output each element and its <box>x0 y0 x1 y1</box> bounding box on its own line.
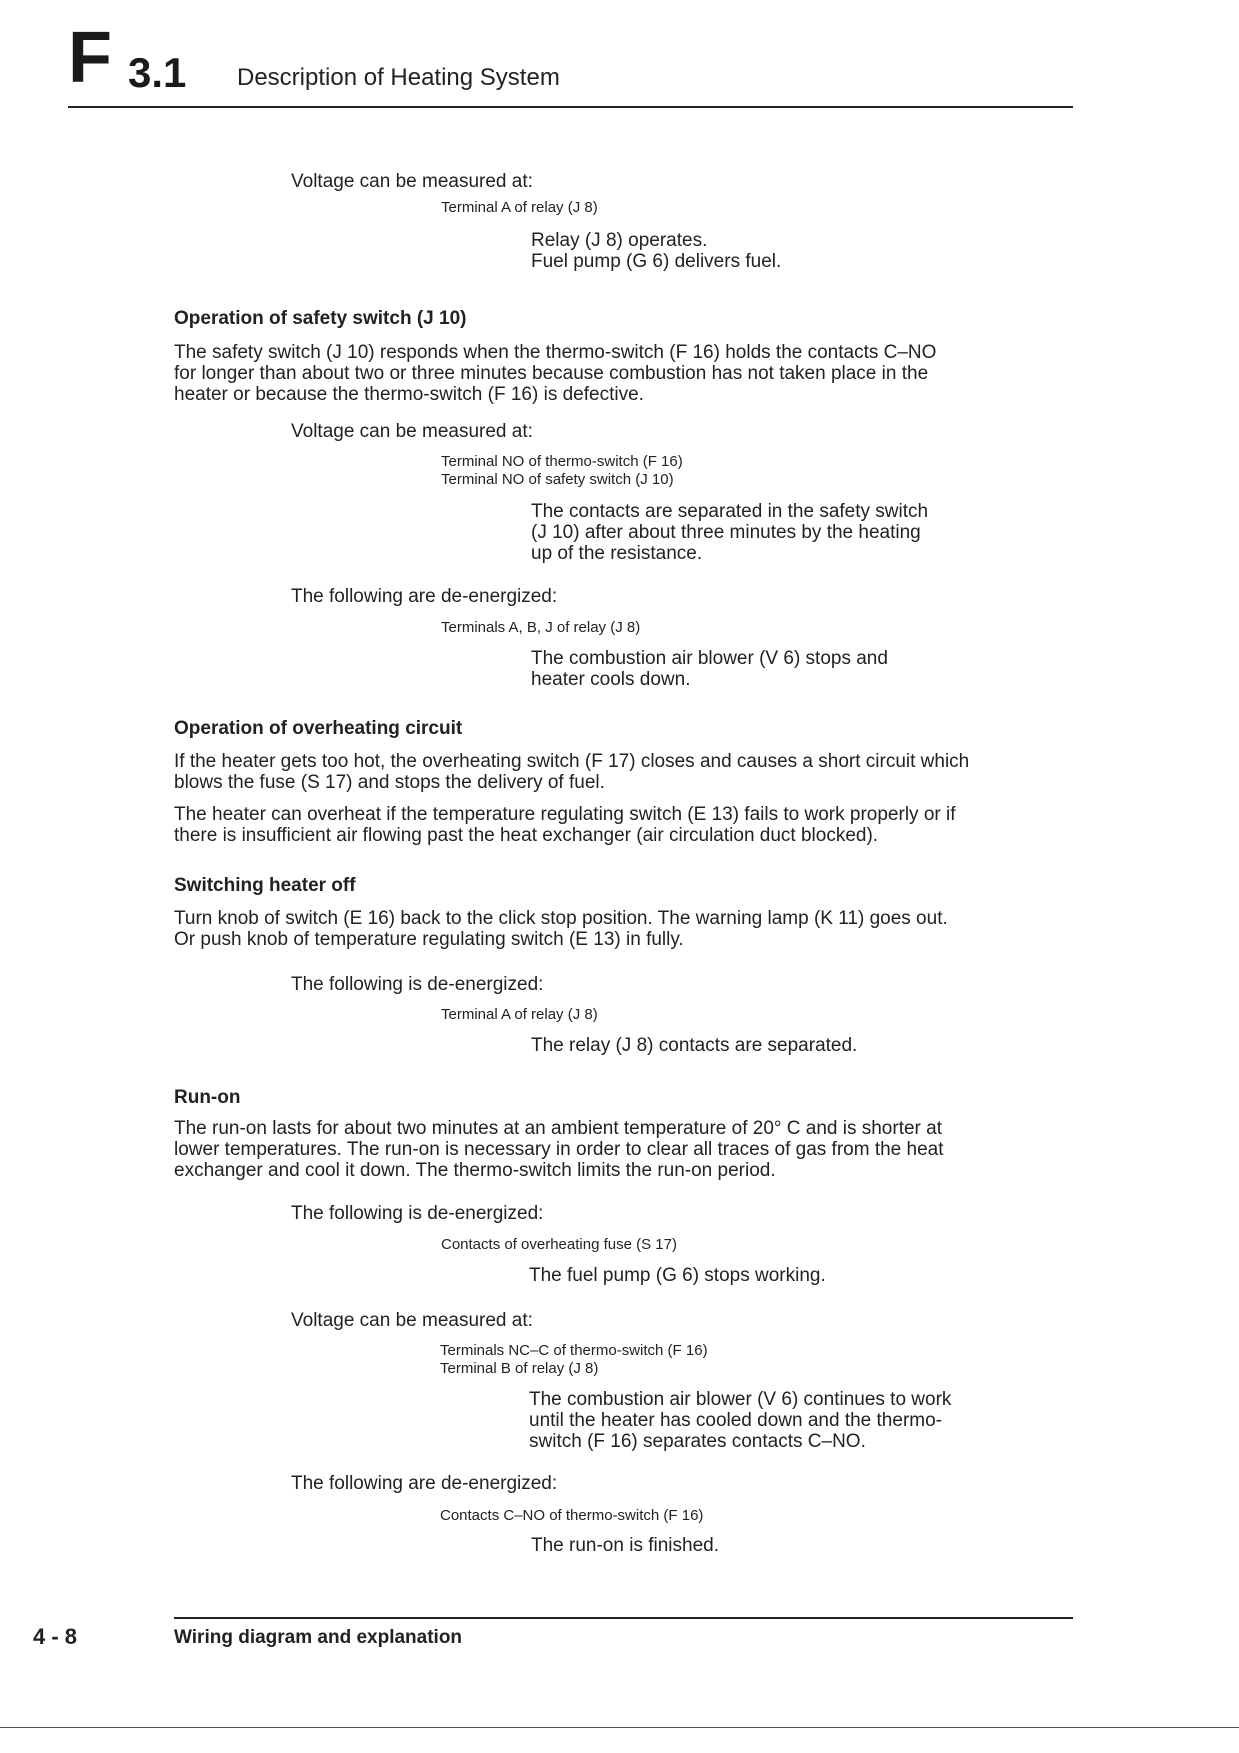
result-text: Relay (J 8) operates. Fuel pump (G 6) delivers fuel. <box>531 230 782 272</box>
result-text: The contacts are separated in the safety switch (J 10) after about three minutes by the heating up of the resistance. <box>531 501 929 564</box>
terminal-line: Terminal A of relay (J 8) <box>441 1006 598 1023</box>
paragraph-safety-switch: The safety switch (J 10) responds when the thermo-switch (F 16) holds the contacts C–NO for longer than about two or three minutes because combustion has not taken place in the heater or because the thermo-switch (F 16) is defective. <box>174 342 937 405</box>
footer-title: Wiring diagram and explanation <box>174 1627 463 1648</box>
terminal-line: Terminal B of relay (J 8) <box>440 1360 599 1377</box>
result-text: The run-on is finished. <box>531 1535 719 1556</box>
terminal-line: Contacts of overheating fuse (S 17) <box>441 1236 677 1253</box>
header-rule <box>68 106 1073 108</box>
section-heading-safety-switch: Operation of safety switch (J 10) <box>174 308 467 329</box>
section-letter: F <box>68 18 112 98</box>
deenergized-label: The following are de-energized: <box>291 1473 558 1494</box>
section-heading-overheating: Operation of overheating circuit <box>174 718 463 739</box>
paragraph-switching-off: Turn knob of switch (E 16) back to the click stop position. The warning lamp (K 11) goes out. Or push knob of temperature regulating switch (E 13) in fully. <box>174 908 948 950</box>
result-text: The combustion air blower (V 6) continues to work until the heater has cooled down and the thermo- switch (F 16) separates contacts C–NO. <box>529 1389 952 1452</box>
terminal-line: Terminal A of relay (J 8) <box>441 199 598 216</box>
deenergized-label: The following is de-energized: <box>291 1203 544 1224</box>
terminal-list <box>440 1342 708 1378</box>
terminal-line: Contacts C–NO of thermo-switch (F 16) <box>440 1507 704 1524</box>
terminal-line: Terminals NC–C of thermo-switch (F 16) <box>440 1342 708 1359</box>
paragraph-overheating-1: If the heater gets too hot, the overheating switch (F 17) closes and causes a short circuit which blows the fuse (S 17) and stops the delivery of fuel. <box>174 751 970 793</box>
section-heading-switching-off: Switching heater off <box>174 875 356 896</box>
footer-rule <box>174 1617 1073 1619</box>
voltage-label: Voltage can be measured at: <box>291 1310 533 1331</box>
paragraph-run-on: The run-on lasts for about two minutes at an ambient temperature of 20° C and is shorter at lower temperatures. The run-on is necessary in order to clear all traces of gas from the heat exchanger and cool it down. The thermo-switch limits the run-on period. <box>174 1118 944 1181</box>
result-text: The combustion air blower (V 6) stops and heater cools down. <box>531 648 888 690</box>
deenergized-label: The following are de-energized: <box>291 586 558 607</box>
result-text: The fuel pump (G 6) stops working. <box>529 1265 826 1286</box>
terminal-line: Terminal NO of thermo-switch (F 16) <box>441 453 683 470</box>
section-heading-run-on: Run-on <box>174 1087 241 1108</box>
result-text: The relay (J 8) contacts are separated. <box>531 1035 858 1056</box>
page-number: 4 - 8 <box>33 1624 78 1649</box>
terminal-line: Terminals A, B, J of relay (J 8) <box>441 619 641 636</box>
paragraph-overheating-2: The heater can overheat if the temperature regulating switch (E 13) fails to work properly or if there is insufficient air flowing past the heat exchanger (air circulation duct blocked). <box>174 804 956 846</box>
page-edge-line <box>0 1727 1239 1728</box>
terminal-line: Terminal NO of safety switch (J 10) <box>441 471 674 488</box>
deenergized-label: The following is de-energized: <box>291 974 544 995</box>
page-title: Description of Heating System <box>237 64 560 91</box>
voltage-label: Voltage can be measured at: <box>291 171 533 192</box>
section-number: 3.1 <box>128 49 187 96</box>
voltage-label: Voltage can be measured at: <box>291 421 533 442</box>
terminal-list <box>441 453 683 489</box>
